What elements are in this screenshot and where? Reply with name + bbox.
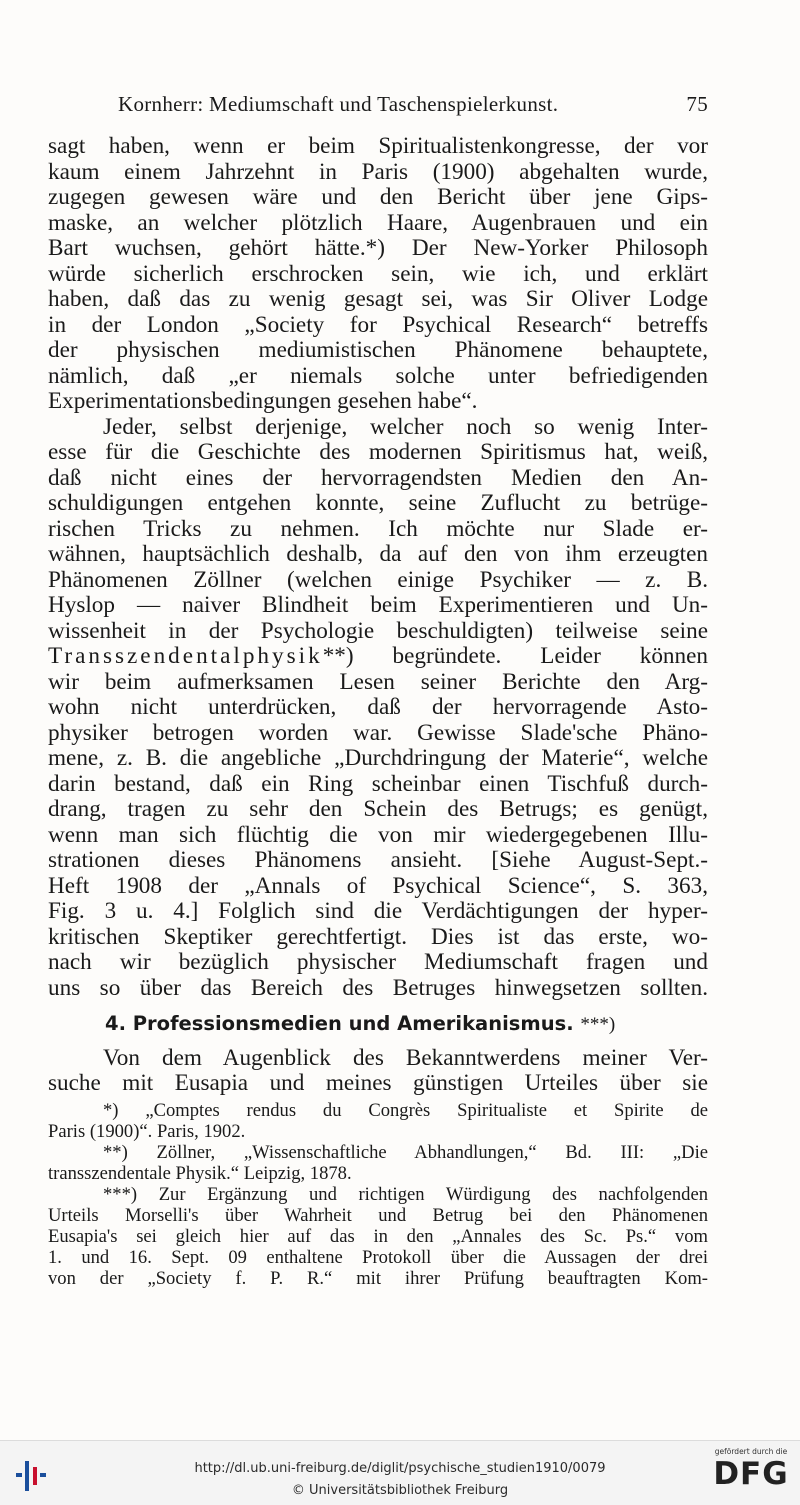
text-line: Von dem Augenblick des Bekanntwerdens meiner Ver-: [103, 1044, 708, 1071]
text-line: sagt haben, wenn er beim Spiritualistenkongresse, der vor: [48, 133, 708, 159]
text-line: darin bestand, daß ein Ring scheinbar einen Tischfuß durch-: [48, 770, 708, 797]
text-line: wissenheit in der Psychologie beschuldigten) teilweise seine: [48, 617, 708, 644]
paragraph-3: [48, 1046, 708, 1097]
footnotes: [48, 1100, 708, 1289]
section-heading: [48, 1011, 708, 1038]
copyright-notice: © Universitätsbibliothek Freiburg: [291, 1483, 509, 1498]
text-line: haben, daß das zu wenig gesagt sei, was Sir Oliver Lodge: [48, 286, 708, 312]
text-line: nämlich, daß „er niemals solche unter befriedigenden: [48, 362, 708, 389]
text-line: esse für die Geschichte des modernen Spiritismus hat, weiß,: [48, 439, 708, 465]
text-fragment: **) begründete. Leider können: [322, 643, 708, 669]
text-line: kaum einem Jahrzehnt in Paris (1900) abgehalten wurde,: [48, 158, 708, 185]
text-line: würde sicherlich erschrocken sein, wie ich, und erklärt: [48, 260, 708, 287]
paragraph-1: [48, 134, 708, 415]
text-line: in der London „Society for Psychical Research“ betreffs: [48, 311, 708, 338]
text-line: Heft 1908 der „Annals of Psychical Science“, S. 363,: [48, 872, 708, 899]
footnote-mark: ***): [580, 1014, 616, 1035]
text-line: wir beim aufmerksamen Lesen seiner Berichte den Arg-: [48, 668, 708, 695]
text-line: daß nicht eines der hervorragendsten Medien den An-: [48, 464, 708, 491]
text-line: maske, an welcher plötzlich Haare, Augenbrauen und ein: [48, 209, 708, 236]
dfg-brand: DFG: [713, 1456, 789, 1492]
text-line: Jeder, selbst derjenige, welcher noch so wenig Inter-: [103, 413, 708, 440]
text-line: [48, 644, 708, 670]
text-line: wohn nicht unterdrücken, daß der hervorragende Asto-: [48, 694, 708, 720]
text-line: kritischen Skeptiker gerechtfertigt. Dies ist das erste, wo-: [48, 923, 708, 950]
footnote-line: **) Zöllner, „Wissenschaftliche Abhandlungen,“ Bd. III: „Die: [103, 1142, 708, 1163]
permalink-url[interactable]: http://dl.ub.uni-freiburg.de/diglit/psychische_studien1910/0079: [194, 1461, 606, 1476]
text-line: rischen Tricks zu nehmen. Ich möchte nur Slade er-: [48, 515, 708, 542]
text-line: strationen dieses Phänomens ansieht. [Siehe August-Sept.-: [48, 847, 708, 873]
viewer-footer: [0, 1440, 800, 1505]
dfg-tagline: gefördert durch die: [714, 1447, 788, 1456]
text-line: wähnen, hauptsächlich deshalb, da auf den von ihm erzeugten: [48, 541, 708, 567]
text-line: zugegen gewesen wäre und den Bericht über jene Gips-: [48, 184, 708, 210]
footnote-line: *) „Comptes rendus du Congrès Spiritualiste et Spirite de: [103, 1100, 708, 1121]
paragraph-2: [48, 415, 708, 1002]
section-heading-text: 4. Professionsmedien und Amerikanismus.: [105, 1012, 574, 1035]
running-title: Kornherr: Mediumschaft und Taschenspielerkunst.: [118, 92, 559, 116]
text-line: drang, tragen zu sehr den Schein des Betrugs; es genügt,: [48, 796, 708, 822]
footnote-line: ***) Zur Ergänzung und richtigen Würdigung des nachfolgenden: [103, 1184, 708, 1205]
text-line: schuldigungen entgehen konnte, seine Zuflucht zu betrüge-: [48, 490, 708, 516]
dfg-logo: [706, 1447, 796, 1501]
text-line: Experimentationsbedingungen gesehen habe“.: [48, 388, 478, 414]
text-line: wenn man sich flüchtig die von mir wiedergegebenen Illu-: [48, 821, 708, 848]
footnote-line: Eusapia's sei gleich hier auf das in den „Annales des Sc. Ps.“ vom: [48, 1226, 708, 1247]
running-header: [118, 92, 708, 117]
text-line: Hyslop — naiver Blindheit beim Experimentieren und Un-: [48, 592, 708, 618]
text-line: nach wir bezüglich physischer Mediumschaft fragen und: [48, 949, 708, 975]
text-line: Phänomenen Zöllner (welchen einige Psychiker — z. B.: [48, 566, 708, 593]
text-line: mene, z. B. die angebliche „Durchdringung der Materie“, welche: [48, 745, 708, 771]
text-line: uns so über das Bereich des Betruges hinwegsetzen sollten.: [48, 974, 708, 1001]
text-line: der physischen mediumistischen Phänomene behauptete,: [48, 337, 708, 363]
text-line: physiker betrogen worden war. Gewisse Slade'sche Phäno-: [48, 719, 708, 746]
spaced-term: Transszendentalphysik: [48, 643, 323, 669]
footnote-line: transszendentale Physik.“ Leipzig, 1878.: [48, 1163, 352, 1184]
text-line: Bart wuchsen, gehört hätte.*) Der New-Yorker Philosoph: [48, 235, 708, 261]
text-line: Fig. 3 u. 4.] Folglich sind die Verdächtigungen der hyper-: [48, 898, 708, 924]
footnote-line: von der „Society f. P. R.“ mit ihrer Prüfung beauftragten Kom-: [48, 1268, 708, 1289]
footnote-line: Paris (1900)“. Paris, 1902.: [48, 1121, 246, 1142]
footnote-line: 1. und 16. Sept. 09 enthaltene Protokoll über die Aussagen der drei: [48, 1247, 708, 1268]
text-line: suche mit Eusapia und meines günstigen Urteiles über sie: [48, 1070, 708, 1096]
page-number: 75: [686, 92, 708, 116]
main-text: [48, 134, 708, 1097]
footnote-line: Urteils Morselli's über Wahrheit und Betrug bei den Phänomenen: [48, 1205, 708, 1226]
